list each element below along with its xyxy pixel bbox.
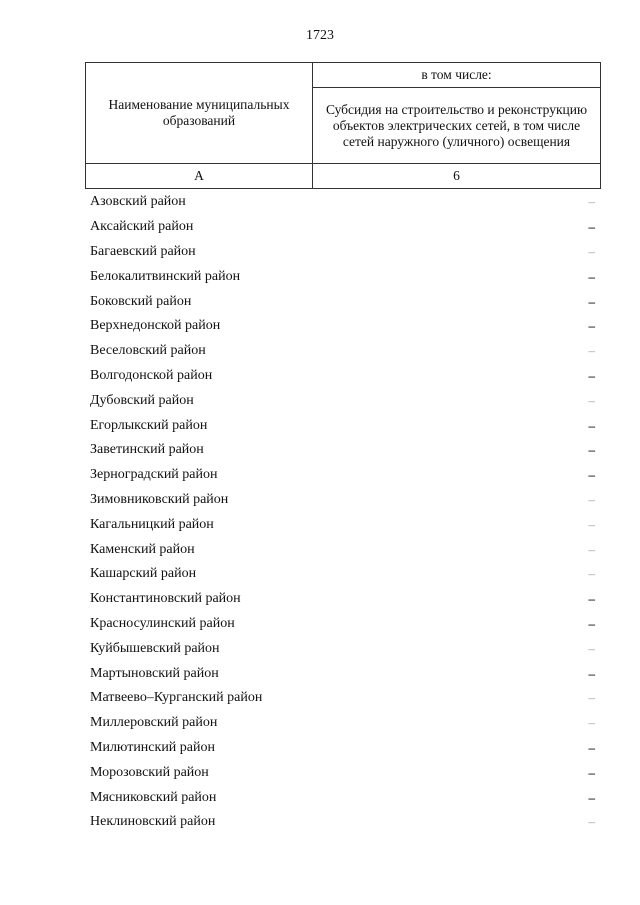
table-row [90, 339, 596, 364]
table-row [90, 785, 596, 810]
district-value: – [588, 566, 595, 582]
district-name: Заветинский район [90, 442, 204, 458]
district-name: Кашарский район [90, 566, 197, 582]
district-name: Волгодонской район [90, 367, 213, 383]
district-name: Зимовниковский район [90, 491, 229, 507]
table-row [90, 512, 596, 537]
district-name: Милютинский район [90, 739, 216, 755]
district-name: Мартыновский район [90, 665, 219, 681]
district-value: – [588, 690, 595, 706]
table-row [90, 661, 596, 686]
district-value: – [588, 392, 595, 408]
district-name: Мясниковский район [90, 789, 217, 805]
table-row [90, 587, 596, 612]
table-row [90, 686, 596, 711]
district-name: Белокалитвинский район [90, 268, 241, 284]
district-value: – [588, 491, 595, 507]
district-value: – [588, 814, 595, 830]
district-name: Красносулинский район [90, 615, 235, 631]
district-name: Дубовский район [90, 392, 194, 408]
table-row [90, 438, 596, 463]
table-row [90, 364, 596, 389]
table-row [90, 314, 596, 339]
district-value: – [588, 739, 595, 755]
district-value: – [588, 293, 595, 309]
district-value: – [588, 367, 595, 383]
district-name: Егорлыкский район [90, 417, 208, 433]
header-name-column: Наименование муниципальных образований [86, 63, 313, 164]
table-row [90, 264, 596, 289]
district-name: Матвеево–Курганский район [90, 690, 263, 706]
district-value: – [588, 318, 595, 334]
table-row [90, 760, 596, 785]
district-value: – [588, 417, 595, 433]
district-value: – [588, 640, 595, 656]
district-name: Морозовский район [90, 764, 209, 780]
district-value: – [588, 615, 595, 631]
district-value: – [588, 343, 595, 359]
table-row [90, 190, 596, 215]
district-value: – [588, 442, 595, 458]
table-row [90, 413, 596, 438]
district-name: Куйбышевский район [90, 640, 220, 656]
table-row [90, 215, 596, 240]
district-value: – [588, 268, 595, 284]
district-name: Боковский район [90, 293, 192, 309]
district-value: – [588, 219, 595, 235]
header-subsidy-column: Субсидия на строительство и реконструкцию объектов электрических сетей, в том числе сетей наружного (уличного) освещения [313, 88, 601, 164]
page-number: 1723 [306, 28, 334, 43]
district-value: – [588, 665, 595, 681]
table-row [90, 736, 596, 761]
district-value: – [588, 541, 595, 557]
district-name: Азовский район [90, 194, 186, 210]
table-row [90, 612, 596, 637]
table-row [90, 289, 596, 314]
header-group-label: в том числе: [313, 63, 601, 88]
district-value: – [588, 467, 595, 483]
district-name: Зерноградский район [90, 467, 218, 483]
header-table [85, 62, 601, 189]
district-value: – [588, 194, 595, 210]
table-row [90, 463, 596, 488]
district-name: Неклиновский район [90, 814, 216, 830]
district-value: – [588, 516, 595, 532]
district-value: – [588, 243, 595, 259]
district-list [90, 190, 596, 835]
district-name: Константиновский район [90, 591, 241, 607]
table-row [90, 636, 596, 661]
table-row [90, 388, 596, 413]
header-index-value: 6 [313, 164, 601, 189]
district-name: Верхнедонской район [90, 318, 221, 334]
district-name: Миллеровский район [90, 715, 218, 731]
district-value: – [588, 715, 595, 731]
table-row [90, 537, 596, 562]
district-value: – [588, 789, 595, 805]
table-row [90, 711, 596, 736]
district-name: Каменский район [90, 541, 195, 557]
table-row [90, 562, 596, 587]
district-name: Кагальницкий район [90, 516, 214, 532]
district-value: – [588, 591, 595, 607]
district-name: Багаевский район [90, 243, 196, 259]
district-name: Веселовский район [90, 343, 206, 359]
table-row [90, 810, 596, 835]
district-name: Аксайский район [90, 219, 194, 235]
table-row [90, 488, 596, 513]
district-value: – [588, 764, 595, 780]
header-index-name: А [86, 164, 313, 189]
table-row [90, 240, 596, 265]
